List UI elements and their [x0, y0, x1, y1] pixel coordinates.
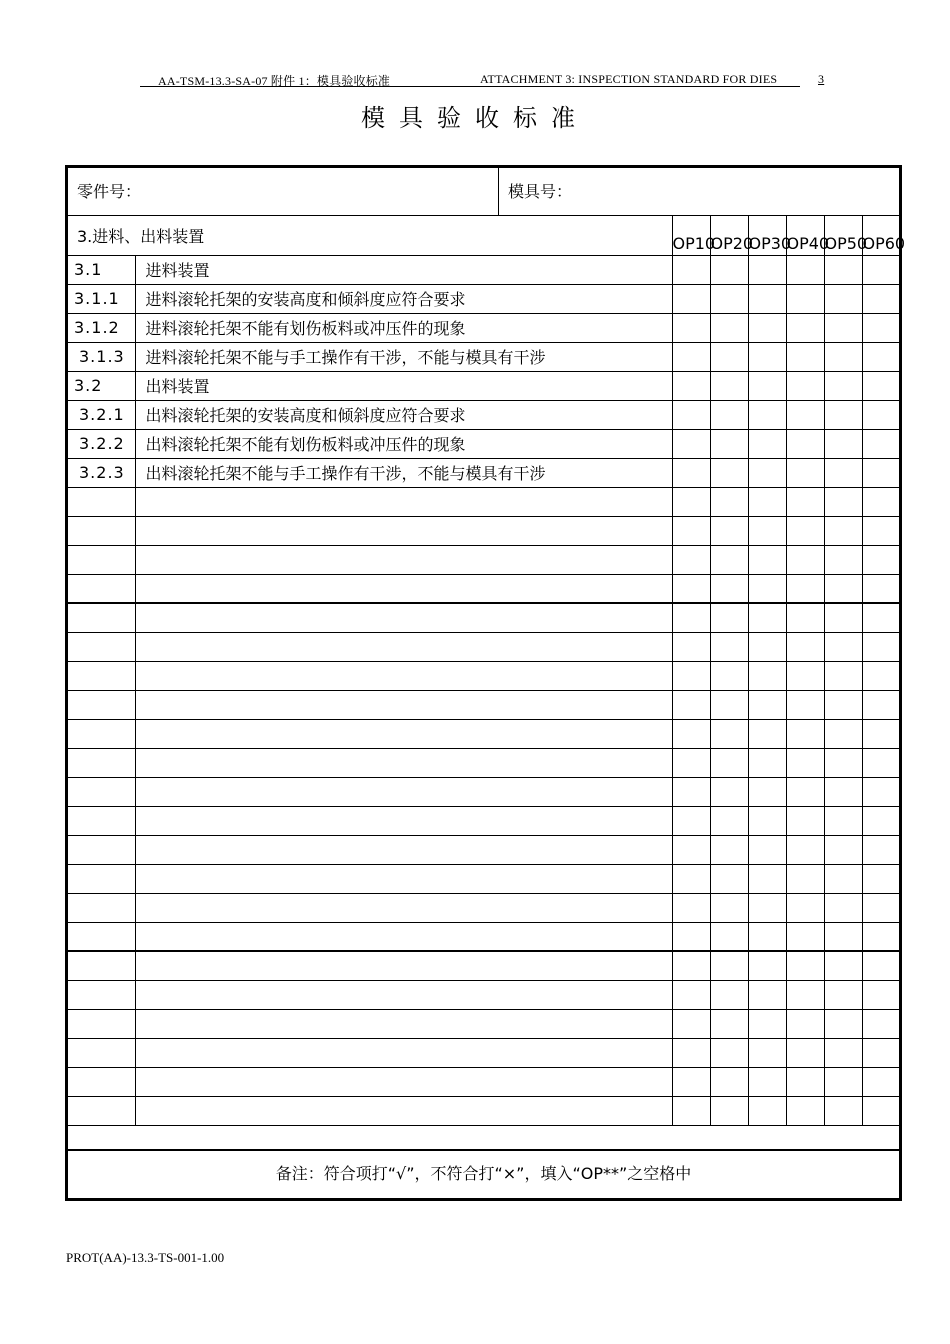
table-row: [68, 864, 899, 893]
op-checkbox-cell[interactable]: [748, 777, 786, 806]
item-description-cell: [135, 922, 672, 951]
op-checkbox-cell[interactable]: [862, 777, 899, 806]
op-checkbox-cell[interactable]: [786, 429, 824, 458]
checklist-table: [68, 216, 906, 1126]
table-row: [68, 400, 899, 429]
op-checkbox-cell[interactable]: [862, 1067, 899, 1096]
item-number-cell: [68, 487, 135, 516]
op-checkbox-cell[interactable]: [672, 429, 710, 458]
table-row: [68, 313, 899, 342]
op-checkbox-cell[interactable]: [862, 1096, 899, 1125]
table-row: [68, 835, 899, 864]
op-checkbox-cell[interactable]: [672, 284, 710, 313]
op-checkbox-cell[interactable]: [672, 487, 710, 516]
op-checkbox-cell[interactable]: [710, 400, 748, 429]
op-checkbox-cell[interactable]: [748, 255, 786, 284]
op-checkbox-cell[interactable]: [710, 864, 748, 893]
op-checkbox-cell[interactable]: [672, 1038, 710, 1067]
op-checkbox-cell[interactable]: [862, 487, 899, 516]
op-checkbox-cell[interactable]: [710, 574, 748, 603]
item-number-cell: [68, 516, 135, 545]
op-checkbox-cell[interactable]: [710, 980, 748, 1009]
op-checkbox-cell[interactable]: [672, 371, 710, 400]
op-column-header: OP30: [748, 216, 786, 255]
op-checkbox-cell[interactable]: [824, 1096, 862, 1125]
item-number-cell: [68, 893, 135, 922]
op-checkbox-cell[interactable]: [862, 980, 899, 1009]
op-checkbox-cell[interactable]: [748, 603, 786, 632]
item-number-cell: [68, 864, 135, 893]
op-checkbox-cell[interactable]: [672, 458, 710, 487]
op-checkbox-cell[interactable]: [672, 835, 710, 864]
op-checkbox-cell[interactable]: [786, 893, 824, 922]
op-checkbox-cell[interactable]: [672, 516, 710, 545]
op-checkbox-cell[interactable]: [748, 1009, 786, 1038]
op-checkbox-cell[interactable]: [672, 661, 710, 690]
table-row: [68, 748, 899, 777]
item-description-cell: [135, 487, 672, 516]
op-checkbox-cell[interactable]: [710, 835, 748, 864]
op-checkbox-cell[interactable]: [710, 951, 748, 980]
op-checkbox-cell[interactable]: [672, 893, 710, 922]
table-row: [68, 255, 899, 284]
op-checkbox-cell[interactable]: [786, 400, 824, 429]
op-checkbox-cell[interactable]: [862, 603, 899, 632]
op-checkbox-cell[interactable]: [862, 516, 899, 545]
op-checkbox-cell[interactable]: [748, 545, 786, 574]
page-header: [140, 70, 830, 89]
item-number-cell: [68, 777, 135, 806]
item-description-cell: [135, 980, 672, 1009]
inspection-form: [65, 165, 906, 1201]
item-number-cell: [68, 748, 135, 777]
op-checkbox-cell[interactable]: [786, 458, 824, 487]
item-number-cell: 3.2: [68, 371, 135, 400]
op-checkbox-cell[interactable]: [862, 255, 899, 284]
op-checkbox-cell[interactable]: [710, 284, 748, 313]
die-number-field[interactable]: [499, 168, 899, 215]
item-description-cell: [135, 632, 672, 661]
op-checkbox-cell[interactable]: [862, 574, 899, 603]
op-checkbox-cell[interactable]: [710, 748, 748, 777]
op-checkbox-cell[interactable]: [710, 255, 748, 284]
op-checkbox-cell[interactable]: [824, 777, 862, 806]
op-checkbox-cell[interactable]: [786, 661, 824, 690]
op-checkbox-cell[interactable]: [862, 400, 899, 429]
op-checkbox-cell[interactable]: [672, 1009, 710, 1038]
op-checkbox-cell[interactable]: [824, 864, 862, 893]
item-description-cell: [135, 1038, 672, 1067]
op-checkbox-cell[interactable]: [786, 342, 824, 371]
op-checkbox-cell[interactable]: [710, 632, 748, 661]
op-checkbox-cell[interactable]: [824, 371, 862, 400]
op-checkbox-cell[interactable]: [710, 487, 748, 516]
op-checkbox-cell[interactable]: [710, 429, 748, 458]
op-checkbox-cell[interactable]: [862, 284, 899, 313]
item-description-cell: [135, 1009, 672, 1038]
table-row: [68, 690, 899, 719]
op-checkbox-cell[interactable]: [786, 719, 824, 748]
op-checkbox-cell[interactable]: [824, 1038, 862, 1067]
item-description-cell: [135, 603, 672, 632]
op-checkbox-cell[interactable]: [824, 545, 862, 574]
item-description-cell: [135, 806, 672, 835]
item-description-cell: [135, 516, 672, 545]
op-checkbox-cell[interactable]: [786, 806, 824, 835]
header-rule: [140, 86, 800, 87]
op-checkbox-cell[interactable]: [748, 1067, 786, 1096]
op-checkbox-cell[interactable]: [710, 1009, 748, 1038]
item-description-cell: 出料装置: [135, 371, 672, 400]
op-checkbox-cell[interactable]: [672, 313, 710, 342]
op-checkbox-cell[interactable]: [786, 951, 824, 980]
op-checkbox-cell[interactable]: [862, 806, 899, 835]
op-checkbox-cell[interactable]: [824, 980, 862, 1009]
item-number-cell: [68, 922, 135, 951]
op-checkbox-cell[interactable]: [786, 835, 824, 864]
op-checkbox-cell[interactable]: [672, 255, 710, 284]
op-checkbox-cell[interactable]: [786, 603, 824, 632]
op-checkbox-cell[interactable]: [710, 371, 748, 400]
op-checkbox-cell[interactable]: [824, 458, 862, 487]
table-row: [68, 545, 899, 574]
op-checkbox-cell[interactable]: [824, 632, 862, 661]
item-number-cell: [68, 806, 135, 835]
item-number-cell: [68, 1096, 135, 1125]
item-description-cell: 出料滚轮托架的安装高度和倾斜度应符合要求: [135, 400, 672, 429]
section-label: 3.进料、出料装置: [68, 216, 672, 255]
op-checkbox-cell[interactable]: [824, 603, 862, 632]
op-checkbox-cell[interactable]: [862, 835, 899, 864]
op-checkbox-cell[interactable]: [672, 922, 710, 951]
op-checkbox-cell[interactable]: [672, 1067, 710, 1096]
op-checkbox-cell[interactable]: [786, 545, 824, 574]
op-checkbox-cell[interactable]: [710, 603, 748, 632]
op-checkbox-cell[interactable]: [862, 661, 899, 690]
op-checkbox-cell[interactable]: [748, 458, 786, 487]
item-description-cell: [135, 719, 672, 748]
op-checkbox-cell[interactable]: [786, 1038, 824, 1067]
item-number-cell: [68, 545, 135, 574]
op-checkbox-cell[interactable]: [786, 980, 824, 1009]
item-number-cell: 3.2.3: [68, 458, 135, 487]
op-checkbox-cell[interactable]: [710, 458, 748, 487]
op-checkbox-cell[interactable]: [824, 255, 862, 284]
op-checkbox-cell[interactable]: [748, 893, 786, 922]
op-checkbox-cell[interactable]: [748, 632, 786, 661]
table-row: [68, 1009, 899, 1038]
op-checkbox-cell[interactable]: [824, 951, 862, 980]
item-number-cell: [68, 661, 135, 690]
op-checkbox-cell[interactable]: [748, 371, 786, 400]
item-number-cell: [68, 835, 135, 864]
op-checkbox-cell[interactable]: [786, 864, 824, 893]
section-header-row: [68, 216, 899, 255]
op-checkbox-cell[interactable]: [710, 545, 748, 574]
op-checkbox-cell[interactable]: [672, 545, 710, 574]
die-number-label: 模具号：: [508, 182, 573, 201]
op-checkbox-cell[interactable]: [862, 864, 899, 893]
item-number-cell: [68, 719, 135, 748]
table-row: [68, 661, 899, 690]
item-description-cell: [135, 748, 672, 777]
op-checkbox-cell[interactable]: [824, 661, 862, 690]
item-number-cell: [68, 603, 135, 632]
op-checkbox-cell[interactable]: [748, 661, 786, 690]
op-checkbox-cell[interactable]: [824, 806, 862, 835]
item-number-cell: 3.2.2: [68, 429, 135, 458]
op-checkbox-cell[interactable]: [672, 690, 710, 719]
item-number-cell: 3.2.1: [68, 400, 135, 429]
item-number-cell: [68, 632, 135, 661]
op-checkbox-cell[interactable]: [710, 690, 748, 719]
form-header-row: [68, 168, 899, 216]
op-checkbox-cell[interactable]: [710, 516, 748, 545]
op-checkbox-cell[interactable]: [710, 806, 748, 835]
op-checkbox-cell[interactable]: [710, 1038, 748, 1067]
op-checkbox-cell[interactable]: [824, 893, 862, 922]
op-checkbox-cell[interactable]: [824, 748, 862, 777]
op-checkbox-cell[interactable]: [786, 574, 824, 603]
op-checkbox-cell[interactable]: [748, 284, 786, 313]
op-checkbox-cell[interactable]: [748, 980, 786, 1009]
item-number-cell: [68, 690, 135, 719]
op-checkbox-cell[interactable]: [748, 951, 786, 980]
op-column-header: OP20: [710, 216, 748, 255]
item-number-cell: [68, 980, 135, 1009]
table-row: [68, 342, 899, 371]
op-checkbox-cell[interactable]: [824, 574, 862, 603]
table-row: [68, 951, 899, 980]
op-checkbox-cell[interactable]: [786, 1009, 824, 1038]
op-checkbox-cell[interactable]: [748, 342, 786, 371]
op-checkbox-cell[interactable]: [672, 951, 710, 980]
op-column-header: OP10: [672, 216, 710, 255]
item-description-cell: [135, 661, 672, 690]
op-checkbox-cell[interactable]: [672, 719, 710, 748]
item-description-cell: [135, 574, 672, 603]
part-number-field[interactable]: [68, 168, 499, 215]
op-checkbox-cell[interactable]: [824, 516, 862, 545]
op-checkbox-cell[interactable]: [748, 516, 786, 545]
op-checkbox-cell[interactable]: [824, 429, 862, 458]
item-description-cell: [135, 777, 672, 806]
op-checkbox-cell[interactable]: [672, 806, 710, 835]
op-checkbox-cell[interactable]: [824, 835, 862, 864]
op-checkbox-cell[interactable]: [824, 922, 862, 951]
item-description-cell: [135, 1096, 672, 1125]
table-row: [68, 429, 899, 458]
page-title: 模具验收标准: [361, 104, 589, 132]
op-checkbox-cell[interactable]: [672, 574, 710, 603]
op-checkbox-cell[interactable]: [862, 1009, 899, 1038]
op-checkbox-cell[interactable]: [862, 1038, 899, 1067]
op-checkbox-cell[interactable]: [786, 632, 824, 661]
op-checkbox-cell[interactable]: [824, 1067, 862, 1096]
op-checkbox-cell[interactable]: [786, 487, 824, 516]
item-description-cell: 进料滚轮托架不能与手工操作有干涉，不能与模具有干涉: [135, 342, 672, 371]
op-checkbox-cell[interactable]: [748, 748, 786, 777]
op-column-header: OP60: [862, 216, 899, 255]
op-checkbox-cell[interactable]: [672, 980, 710, 1009]
op-checkbox-cell[interactable]: [862, 690, 899, 719]
op-checkbox-cell[interactable]: [672, 864, 710, 893]
item-number-cell: 3.1: [68, 255, 135, 284]
item-number-cell: 3.1.1: [68, 284, 135, 313]
op-checkbox-cell[interactable]: [862, 458, 899, 487]
item-description-cell: [135, 864, 672, 893]
table-row: [68, 574, 899, 603]
op-checkbox-cell[interactable]: [824, 719, 862, 748]
op-checkbox-cell[interactable]: [748, 806, 786, 835]
op-checkbox-cell[interactable]: [710, 922, 748, 951]
table-row: [68, 632, 899, 661]
document-footer-code: PROT(AA)-13.3-TS-001-1.00: [66, 1250, 225, 1265]
op-checkbox-cell[interactable]: [672, 400, 710, 429]
table-row: [68, 603, 899, 632]
item-number-cell: 3.1.3: [68, 342, 135, 371]
op-checkbox-cell[interactable]: [862, 922, 899, 951]
op-checkbox-cell[interactable]: [748, 690, 786, 719]
part-number-label: 零件号：: [77, 182, 142, 201]
item-description-cell: [135, 1067, 672, 1096]
op-checkbox-cell[interactable]: [710, 342, 748, 371]
op-checkbox-cell[interactable]: [748, 313, 786, 342]
table-row: [68, 284, 899, 313]
table-row: [68, 516, 899, 545]
item-number-cell: 3.1.2: [68, 313, 135, 342]
op-checkbox-cell[interactable]: [786, 777, 824, 806]
op-checkbox-cell[interactable]: [786, 371, 824, 400]
item-description-cell: [135, 951, 672, 980]
op-checkbox-cell[interactable]: [786, 690, 824, 719]
item-description-cell: 出料滚轮托架不能与手工操作有干涉，不能与模具有干涉: [135, 458, 672, 487]
op-checkbox-cell[interactable]: [786, 313, 824, 342]
table-row: [68, 719, 899, 748]
item-number-cell: [68, 1009, 135, 1038]
op-checkbox-cell[interactable]: [786, 922, 824, 951]
item-description-cell: [135, 545, 672, 574]
op-checkbox-cell[interactable]: [748, 487, 786, 516]
op-checkbox-cell[interactable]: [672, 632, 710, 661]
op-checkbox-cell[interactable]: [710, 1096, 748, 1125]
op-checkbox-cell[interactable]: [748, 1096, 786, 1125]
op-checkbox-cell[interactable]: [710, 661, 748, 690]
op-checkbox-cell[interactable]: [748, 864, 786, 893]
op-checkbox-cell[interactable]: [862, 951, 899, 980]
op-checkbox-cell[interactable]: [748, 574, 786, 603]
item-description-cell: [135, 835, 672, 864]
table-row: [68, 806, 899, 835]
table-row: [68, 1096, 899, 1125]
op-checkbox-cell[interactable]: [862, 313, 899, 342]
op-checkbox-cell[interactable]: [748, 719, 786, 748]
op-checkbox-cell[interactable]: [786, 1067, 824, 1096]
op-checkbox-cell[interactable]: [748, 400, 786, 429]
op-checkbox-cell[interactable]: [748, 835, 786, 864]
op-checkbox-cell[interactable]: [862, 545, 899, 574]
item-number-cell: [68, 951, 135, 980]
op-checkbox-cell[interactable]: [824, 1009, 862, 1038]
op-checkbox-cell[interactable]: [710, 719, 748, 748]
header-attachment-title: ATTACHMENT 3: INSPECTION STANDARD FOR DIES: [480, 72, 778, 86]
item-description-cell: 进料滚轮托架不能有划伤板料或冲压件的现象: [135, 313, 672, 342]
item-description-cell: 进料装置: [135, 255, 672, 284]
op-checkbox-cell[interactable]: [862, 342, 899, 371]
op-checkbox-cell[interactable]: [786, 284, 824, 313]
op-checkbox-cell[interactable]: [672, 748, 710, 777]
item-description-cell: 出料滚轮托架不能有划伤板料或冲压件的现象: [135, 429, 672, 458]
op-checkbox-cell[interactable]: [786, 516, 824, 545]
op-checkbox-cell[interactable]: [824, 313, 862, 342]
op-checkbox-cell[interactable]: [824, 400, 862, 429]
table-row: [68, 980, 899, 1009]
item-number-cell: [68, 574, 135, 603]
op-checkbox-cell[interactable]: [748, 1038, 786, 1067]
op-checkbox-cell[interactable]: [710, 313, 748, 342]
table-row: [68, 487, 899, 516]
header-doc-code: AA-TSM-13.3-SA-07 附件 1：模具验收标准: [158, 74, 391, 88]
table-row: [68, 1067, 899, 1096]
op-checkbox-cell[interactable]: [862, 632, 899, 661]
op-checkbox-cell[interactable]: [710, 777, 748, 806]
op-checkbox-cell[interactable]: [862, 748, 899, 777]
op-checkbox-cell[interactable]: [672, 603, 710, 632]
op-checkbox-cell[interactable]: [710, 893, 748, 922]
op-checkbox-cell[interactable]: [786, 255, 824, 284]
op-checkbox-cell[interactable]: [786, 1096, 824, 1125]
op-checkbox-cell[interactable]: [824, 284, 862, 313]
item-number-cell: [68, 1038, 135, 1067]
table-row: [68, 1038, 899, 1067]
remarks-note: 备注：符合项打“√”，不符合打“×”，填入“OP**”之空格中: [68, 1149, 899, 1198]
op-checkbox-cell[interactable]: [862, 719, 899, 748]
item-description-cell: 进料滚轮托架的安装高度和倾斜度应符合要求: [135, 284, 672, 313]
op-checkbox-cell[interactable]: [862, 429, 899, 458]
op-column-header: OP40: [786, 216, 824, 255]
table-row: [68, 777, 899, 806]
op-checkbox-cell[interactable]: [824, 487, 862, 516]
item-description-cell: [135, 690, 672, 719]
table-row: [68, 458, 899, 487]
item-description-cell: [135, 893, 672, 922]
op-checkbox-cell[interactable]: [862, 893, 899, 922]
table-row: [68, 922, 899, 951]
op-column-header: OP50: [824, 216, 862, 255]
op-checkbox-cell[interactable]: [672, 1096, 710, 1125]
page-number: 3: [818, 72, 825, 86]
op-checkbox-cell[interactable]: [862, 371, 899, 400]
table-row: [68, 371, 899, 400]
checklist-body: [68, 216, 906, 1125]
op-checkbox-cell[interactable]: [748, 429, 786, 458]
item-number-cell: [68, 1067, 135, 1096]
op-checkbox-cell[interactable]: [748, 922, 786, 951]
op-checkbox-cell[interactable]: [786, 748, 824, 777]
op-checkbox-cell[interactable]: [672, 342, 710, 371]
op-checkbox-cell[interactable]: [824, 690, 862, 719]
op-checkbox-cell[interactable]: [824, 342, 862, 371]
table-row: [68, 893, 899, 922]
op-checkbox-cell[interactable]: [672, 777, 710, 806]
op-checkbox-cell[interactable]: [710, 1067, 748, 1096]
